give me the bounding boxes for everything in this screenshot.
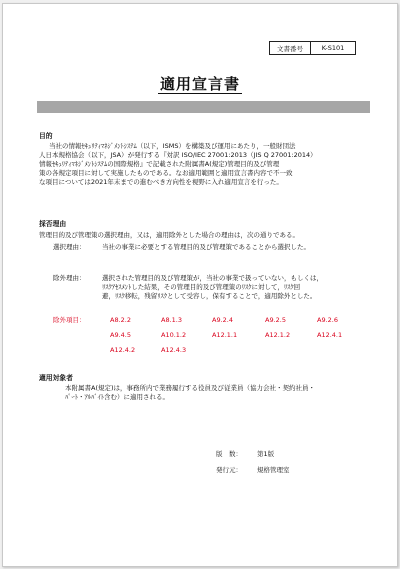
excluded-item: A12.4.2 <box>110 346 136 354</box>
purpose-heading: 目的 <box>39 132 53 140</box>
excluded-item: A9.2.4 <box>212 316 233 324</box>
version-value: 第1版 <box>257 450 275 458</box>
exclusion-reason-line-2: ﾘｽｸｱｾｽﾒﾝﾄした結果，その管理目的及び管理策のﾘｽｸに対して，ﾘｽｸ回 <box>102 283 301 291</box>
purpose-line-3: 情報ｾｷｭﾘﾃｨﾏﾈｼﾞﾒﾝﾄｼｽﾃﾑの国際規格』で記載された附属書A(規定)管理目的及び管理 <box>39 160 280 168</box>
exclusion-reason-line-3: 避，ﾘｽｸ移転，残留ﾘｽｸとして受容し，保有することで，適用除外とした。 <box>102 292 317 300</box>
excluded-item: A9.2.6 <box>317 316 338 324</box>
purpose-line-1: 当社の情報ｾｷｭﾘﾃｨﾏﾈｼﾞﾒﾝﾄｼｽﾃﾑ（以下，ISMS）を構築及び運用にあたり，一般財団法 <box>49 142 296 150</box>
issuer-label: 発行元： <box>216 466 242 474</box>
excluded-items-label: 除外項目： <box>53 316 86 324</box>
title-separator-bar <box>37 101 370 113</box>
scope-heading: 適用対象者 <box>39 374 73 382</box>
document-page <box>2 3 398 567</box>
excluded-item: A12.4.1 <box>317 331 343 339</box>
excluded-item: A12.4.3 <box>161 346 187 354</box>
exclusion-reason-label: 除外理由： <box>53 274 86 282</box>
excluded-item: A10.1.2 <box>161 331 187 339</box>
doc-number-label: 文書番号 <box>270 42 311 55</box>
purpose-line-2: 人日本規格協会（以下，JSA）が発行する『対訳 ISO/IEC 27001:2013（JIS Q 27001:2014） <box>39 151 317 159</box>
excluded-item: A12.1.1 <box>212 331 238 339</box>
doc-number-value: K-S101 <box>311 42 356 55</box>
document-title: 適用宣言書 <box>159 75 240 93</box>
purpose-line-5: な項目については2021年末までの進むべき方向性を視野に入れ適用宣言を行った。 <box>39 178 283 186</box>
excluded-item: A8.2.2 <box>110 316 131 324</box>
selection-reason-text: 当社の事業に必要とする管理目的及び管理策であることから選択した。 <box>102 243 310 251</box>
scope-line-2: ﾊﾟｰﾄ・ｱﾙﾊﾞｲﾄ含む）に適用される。 <box>65 393 169 401</box>
issuer-value: 規格管理室 <box>257 466 290 474</box>
excluded-item: A9.2.5 <box>265 316 286 324</box>
exclusion-reason-line-1: 選択された管理目的及び管理策が，当社の事業で扱っていない，もしくは， <box>102 274 323 282</box>
selection-reason-label: 選択理由： <box>53 243 86 251</box>
purpose-line-4: 策の各規定項目に対して実施したものである。なお適用範囲と適用宣言書内容で不一致 <box>39 169 293 177</box>
excluded-item: A9.4.5 <box>110 331 131 339</box>
adoption-heading: 採否理由 <box>39 220 67 228</box>
adoption-intro: 管理目的及び管理策の選択理由，又は，適用除外とした場合の理由は，次の通りである。 <box>39 231 299 239</box>
doc-number-table <box>269 41 356 55</box>
version-label: 版 数： <box>216 450 242 458</box>
scope-line-1: 本附属書A(規定)は，事務所内で業務履行する役員及び従業員（協力会社・契約社員・ <box>65 384 316 392</box>
document-title-wrap <box>3 73 397 94</box>
excluded-item: A8.1.3 <box>161 316 182 324</box>
excluded-item: A12.1.2 <box>265 331 291 339</box>
